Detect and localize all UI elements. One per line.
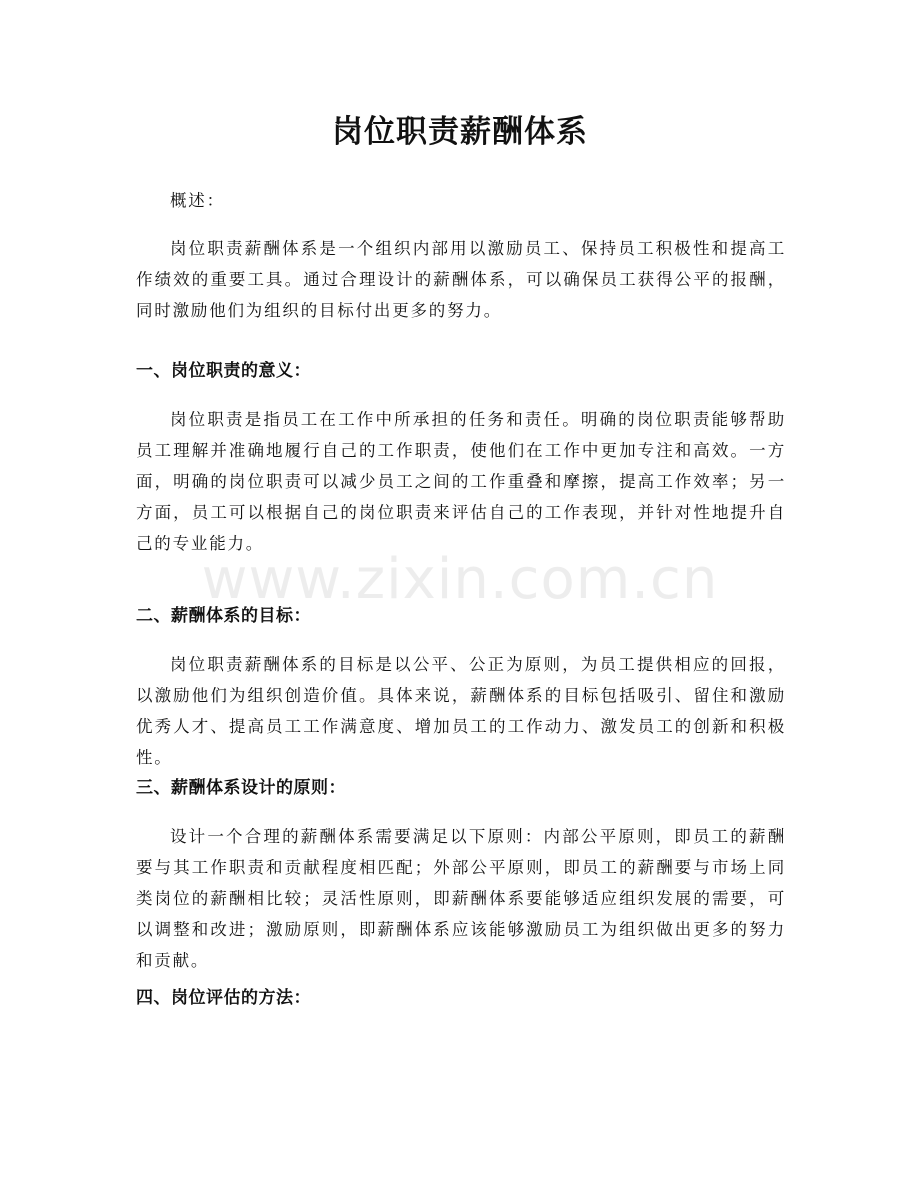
page-title: 岗位职责薪酬体系 xyxy=(332,114,588,150)
intro-paragraph: 岗位职责薪酬体系是一个组织内部用以激励员工、保持员工积极性和提高工作绩效的重要工具。通过合理设计的薪酬体系，可以确保员工获得公平的报酬，同时激励他们为组织的目标付出更多的努力。 xyxy=(136,239,786,320)
section-2-paragraph: 岗位职责薪酬体系的目标是以公平、公正为原则，为员工提供相应的回报，以激励他们为组织创造价值。具体来说，薪酬体系的目标包括吸引、留住和激励优秀人才、提高员工工作满意度、增加员工的工作动力、激发员工的创新和积极性。 xyxy=(136,655,786,767)
section-2-heading: 二、薪酬体系的目标： xyxy=(136,606,311,626)
overview-label: 概述： xyxy=(170,191,225,210)
section-3-paragraph: 设计一个合理的薪酬体系需要满足以下原则：内部公平原则，即员工的薪酬要与其工作职责和贡献程度相匹配；外部公平原则，即员工的薪酬要与市场上同类岗位的薪酬相比较；灵活性原则，即薪酬体系要能够适应组织发展的需要，可以调整和改进；激励原则，即薪酬体系应该能够激励员工为组织做出更多的努力和贡献。 xyxy=(136,827,786,970)
section-4-heading: 四、岗位评估的方法： xyxy=(136,988,311,1008)
section-1-paragraph: 岗位职责是指员工在工作中所承担的任务和责任。明确的岗位职责能够帮助员工理解并准确地履行自己的工作职责，使他们在工作中更加专注和高效。一方面，明确的岗位职责可以减少员工之间的工作重叠和摩擦，提高工作效率；另一方面，员工可以根据自己的岗位职责来评估自己的工作表现，并针对性地提升自己的专业能力。 xyxy=(136,410,786,553)
section-3-heading: 三、薪酬体系设计的原则： xyxy=(136,778,346,798)
section-1-heading: 一、岗位职责的意义： xyxy=(136,361,311,381)
watermark: www.zixin.com.cn xyxy=(201,547,719,612)
